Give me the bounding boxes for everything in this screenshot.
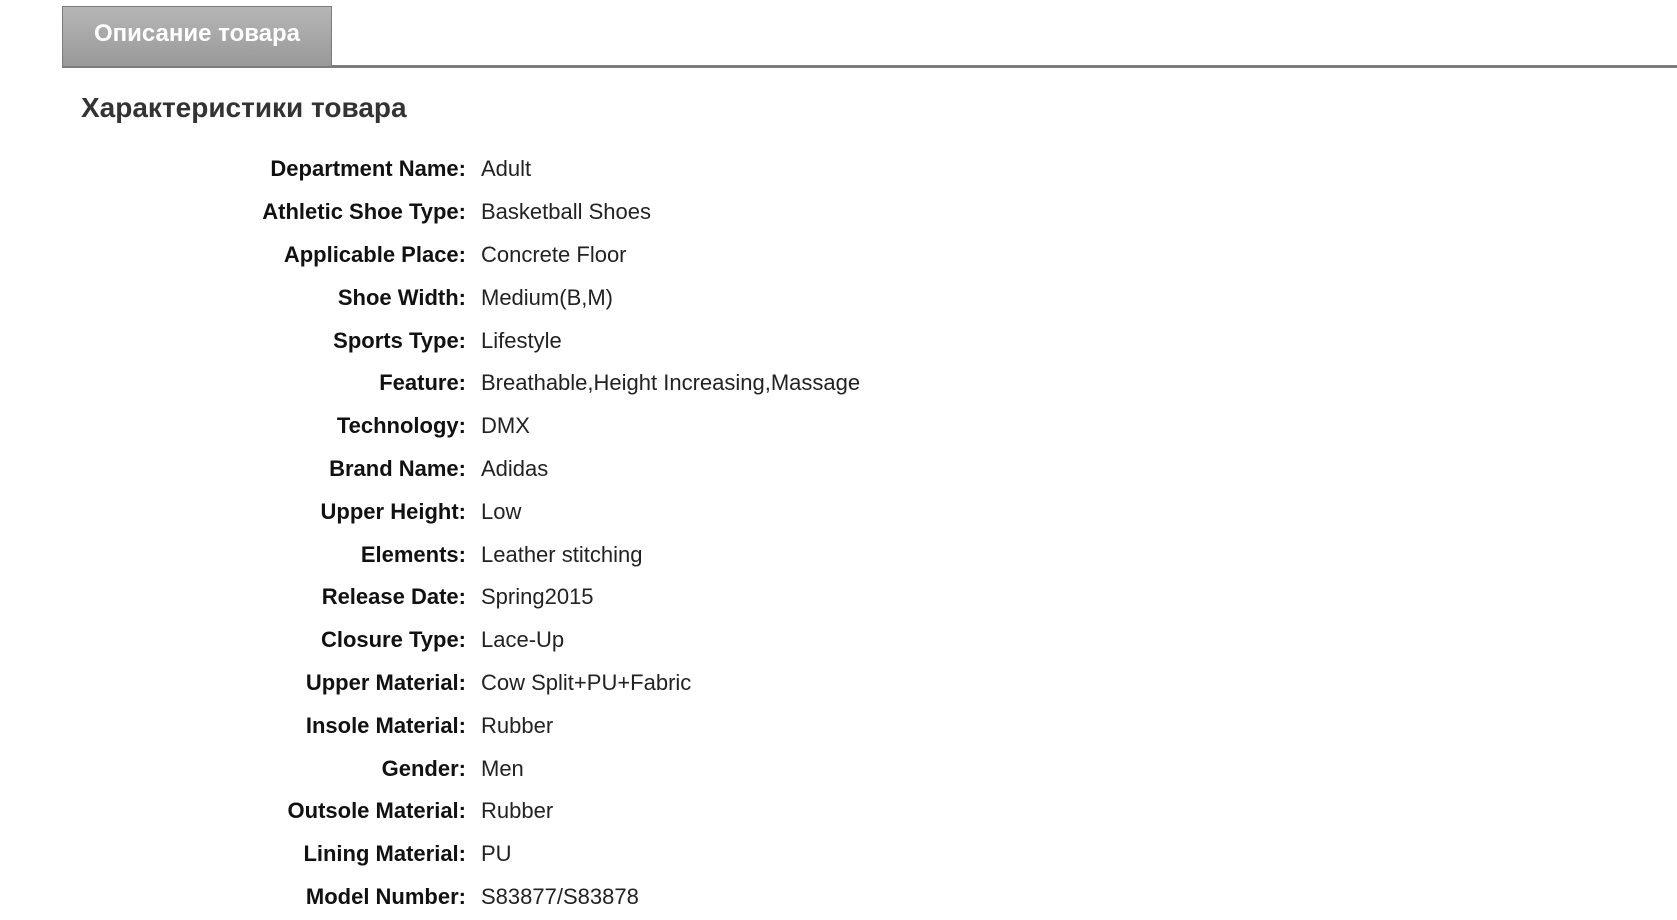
spec-value: Adidas bbox=[481, 455, 549, 481]
spec-row-upper-material bbox=[0, 662, 1677, 705]
spec-value: Medium(B,M) bbox=[481, 284, 614, 310]
spec-value: Adult bbox=[481, 156, 532, 182]
spec-row-release-date bbox=[0, 576, 1677, 619]
spec-value: Concrete Floor bbox=[481, 241, 627, 267]
spec-row-department-name bbox=[0, 148, 1677, 191]
spec-row-athletic-shoe-type bbox=[0, 191, 1677, 234]
spec-value: Rubber bbox=[481, 798, 554, 824]
tab-product-description[interactable]: Описание товара bbox=[62, 6, 332, 66]
spec-label: Department Name: bbox=[270, 156, 466, 182]
spec-label: Upper Material: bbox=[305, 669, 466, 695]
spec-value: Leather stitching bbox=[481, 541, 643, 567]
spec-value: DMX bbox=[481, 413, 530, 439]
spec-row-shoe-width bbox=[0, 276, 1677, 319]
spec-value: Lace-Up bbox=[481, 627, 565, 653]
spec-label: Upper Height: bbox=[320, 498, 466, 524]
spec-label: Gender: bbox=[381, 755, 466, 781]
spec-label: Insole Material: bbox=[305, 712, 466, 738]
spec-label: Sports Type: bbox=[333, 327, 466, 353]
spec-label: Shoe Width: bbox=[337, 284, 466, 310]
spec-label: Feature: bbox=[379, 370, 466, 396]
spec-row-outsole-material bbox=[0, 790, 1677, 833]
spec-value: Spring2015 bbox=[481, 584, 594, 610]
spec-value: S83877/S83878 bbox=[481, 883, 639, 909]
spec-row-sports-type bbox=[0, 319, 1677, 362]
tab-bar bbox=[62, 6, 1677, 68]
spec-row-model-number bbox=[0, 876, 1677, 919]
specs-list bbox=[0, 148, 1677, 918]
spec-row-brand-name bbox=[0, 448, 1677, 491]
spec-value: Rubber bbox=[481, 712, 554, 738]
spec-value: Men bbox=[481, 755, 524, 781]
spec-label: Elements: bbox=[360, 541, 466, 567]
section-title: Характеристики товара bbox=[81, 92, 407, 123]
spec-row-insole-material bbox=[0, 704, 1677, 747]
spec-value: PU bbox=[481, 841, 512, 867]
spec-label: Technology: bbox=[336, 413, 466, 439]
spec-row-gender bbox=[0, 747, 1677, 790]
spec-label: Release Date: bbox=[321, 584, 466, 610]
spec-row-applicable-place bbox=[0, 234, 1677, 277]
spec-value: Breathable,Height Increasing,Massage bbox=[481, 370, 861, 396]
spec-row-closure-type bbox=[0, 619, 1677, 662]
spec-label: Applicable Place: bbox=[283, 241, 466, 267]
spec-row-technology bbox=[0, 405, 1677, 448]
spec-label: Closure Type: bbox=[320, 627, 466, 653]
spec-label: Brand Name: bbox=[329, 455, 466, 481]
spec-row-lining-material bbox=[0, 833, 1677, 876]
spec-row-upper-height bbox=[0, 490, 1677, 533]
spec-row-elements bbox=[0, 533, 1677, 576]
spec-label: Model Number: bbox=[305, 883, 466, 909]
spec-value: Basketball Shoes bbox=[481, 199, 651, 225]
spec-label: Athletic Shoe Type: bbox=[262, 199, 466, 225]
spec-label: Lining Material: bbox=[303, 841, 466, 867]
spec-value: Lifestyle bbox=[481, 327, 562, 353]
spec-value: Low bbox=[481, 498, 522, 524]
spec-label: Outsole Material: bbox=[287, 798, 466, 824]
spec-row-feature bbox=[0, 362, 1677, 405]
spec-value: Cow Split+PU+Fabric bbox=[481, 669, 692, 695]
